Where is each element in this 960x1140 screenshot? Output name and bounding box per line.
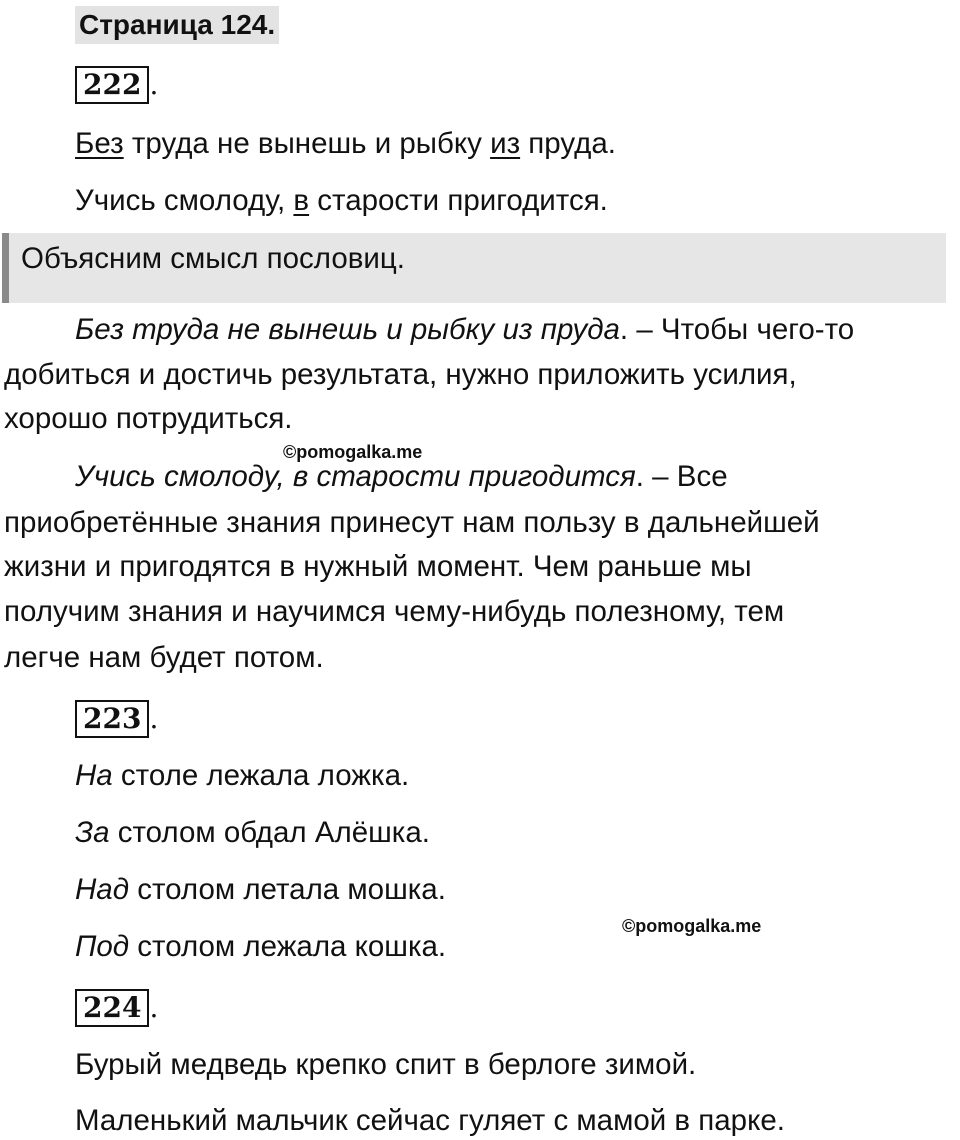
explanation-2-line-1: Учись смолоду, в старости пригодится. – Все bbox=[75, 460, 728, 493]
explanation-2-line-2: приобретённые знания принесут нам пользу в дальнейшей bbox=[4, 506, 820, 539]
underlined-preposition: в bbox=[293, 184, 310, 217]
explanation-1-line-2: добиться и достичь результата, нужно приложить усилия, bbox=[4, 358, 797, 391]
explanation-1-line-1: Без труда не вынешь и рыбку из пруда. – Чтобы чего-то bbox=[75, 313, 855, 346]
underlined-preposition: из bbox=[490, 127, 521, 160]
explanation-1-line-3: хорошо потрудиться. bbox=[4, 402, 293, 435]
preposition-italic: Под bbox=[75, 930, 130, 963]
proverb-line-1: Без труда не вынешь и рыбку из пруда. bbox=[75, 127, 616, 160]
explanation-2-line-3: жизни и пригодятся в нужный момент. Чем раньше мы bbox=[4, 550, 752, 583]
sentence-line-2: Маленький мальчик сейчас гуляет с мамой в парке. bbox=[75, 1104, 785, 1137]
poem-line-1: На столе лежала ложка. bbox=[75, 759, 410, 792]
exercise-222-number: 222 . bbox=[75, 66, 158, 100]
exercise-223-number: 223 . bbox=[75, 700, 158, 734]
preposition-italic: Над bbox=[75, 873, 130, 906]
proverb-line-2: Учись смолоду, в старости пригодится. bbox=[75, 184, 608, 217]
preposition-italic: За bbox=[75, 816, 110, 849]
instruction-text: Объясним смысл пословиц. bbox=[21, 242, 405, 275]
proverb-italic: Без труда не вынешь и рыбку из пруда bbox=[75, 313, 620, 346]
underlined-preposition: Без bbox=[75, 127, 124, 160]
instruction-callout bbox=[2, 233, 946, 303]
explanation-2-line-5: легче нам будет потом. bbox=[4, 641, 324, 674]
proverb-italic: Учись смолоду, в старости пригодится bbox=[75, 460, 636, 493]
watermark: ©pomogalka.me bbox=[622, 916, 762, 936]
exercise-number-box: 224 bbox=[75, 989, 149, 1027]
explanation-2-line-4: получим знания и научимся чему-нибудь полезному, тем bbox=[4, 595, 785, 628]
exercise-number-box: 222 bbox=[75, 66, 149, 104]
sentence-line-1: Бурый медведь крепко спит в берлоге зимой. bbox=[75, 1048, 697, 1081]
watermark: ©pomogalka.me bbox=[283, 442, 423, 462]
poem-line-2: За столом обдал Алёшка. bbox=[75, 816, 430, 849]
preposition-italic: На bbox=[75, 759, 113, 792]
poem-line-4: Под столом лежала кошка. bbox=[75, 930, 447, 963]
poem-line-3: Над столом летала мошка. bbox=[75, 873, 446, 906]
exercise-224-number: 224 . bbox=[75, 989, 158, 1023]
page-heading: Страница 124. bbox=[75, 6, 279, 44]
exercise-number-box: 223 bbox=[75, 700, 149, 738]
